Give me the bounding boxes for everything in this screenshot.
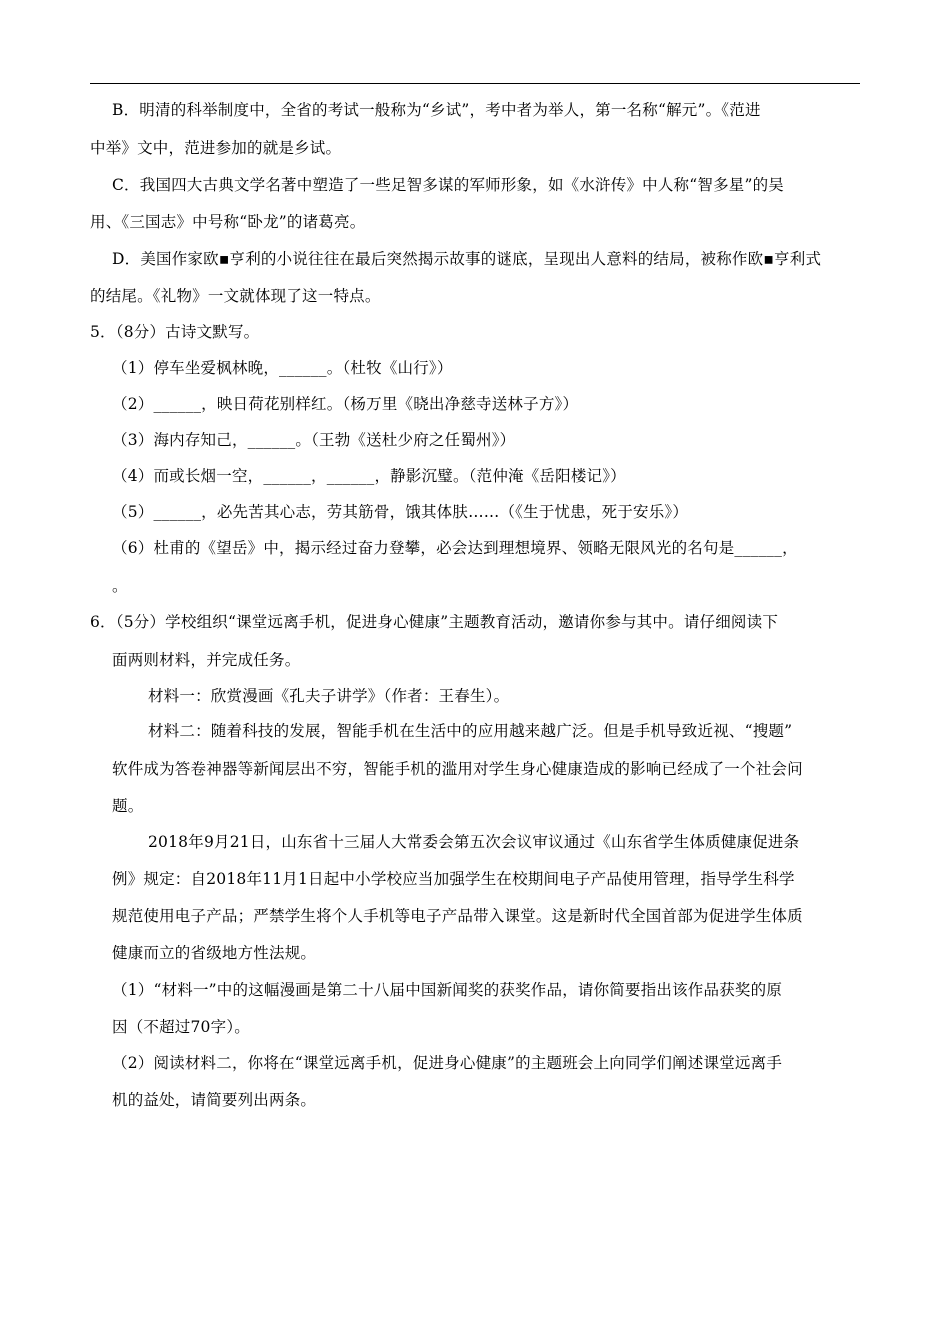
question-5-item-5: （5）______，必先苦其心志，劳其筋骨，饿其体肤……（《生于忧患，死于安乐》） [112,503,689,521]
question-5-item-2: （2）______，映日荷花别样红。（杨万里《晓出净慈寺送林子方》） [112,395,579,413]
question-6-task-1-line-2: 因（不超过70字）。 [112,1018,250,1036]
question-6-task-1-line-1: （1）“材料一”中的这幅漫画是第二十八届中国新闻奖的获奖作品，请你简要指出该作品获奖的原 [112,981,783,999]
option-c-line-2: 用、《三国志》中号称“卧龙”的诸葛亮。 [90,213,366,231]
header-rule [90,83,860,84]
option-d-line-1: D．美国作家欧▪亨利的小说往往在最后突然揭示故事的谜底，呈现出人意料的结局，被称作欧▪亨利式 [112,250,822,268]
material-two-line-3: 题。 [112,797,144,815]
material-two-paragraph-2-line-3: 规范使用电子产品；严禁学生将个人手机等电子产品带入课堂。这是新时代全国首部为促进学生体质 [112,907,803,925]
option-b-line-2: 中举》文中，范进参加的就是乡试。 [90,139,342,157]
question-6-task-2-line-2: 机的益处，请简要列出两条。 [112,1091,317,1109]
option-b-line-1: B．明清的科举制度中，全省的考试一般称为“乡试”，考中者为举人，第一名称“解元”。《范进 [112,101,761,119]
question-5-heading: 5．（8分）古诗文默写。 [90,323,260,341]
question-5-item-4: （4）而或长烟一空，______，______，静影沉璧。（范仲淹《岳阳楼记》） [112,467,626,485]
question-5-item-3: （3）海内存知己，______。（王勃《送杜少府之任蜀州》） [112,431,516,449]
material-two-line-1: 材料二：随着科技的发展，智能手机在生活中的应用越来越广泛。但是手机导致近视、“搜题” [148,722,793,740]
question-6-heading-line-1: 6．（5分）学校组织“课堂远离手机，促进身心健康”主题教育活动，邀请你参与其中。请仔细阅读下 [90,613,779,631]
question-5-item-1: （1）停车坐爱枫林晚，______。（杜牧《山行》） [112,359,453,377]
question-5-item-6-continuation: 。 [112,577,128,595]
material-one: 材料一：欣赏漫画《孔夫子讲学》（作者：王春生）。 [148,687,510,705]
question-6-task-2-line-1: （2）阅读材料二，你将在“课堂远离手机，促进身心健康”的主题班会上向同学们阐述课堂远离手 [112,1054,783,1072]
material-two-paragraph-2-line-2: 例》规定：自2018年11月1日起中小学校应当加强学生在校期间电子产品使用管理，指导学生科学 [112,870,795,888]
question-5-item-6: （6）杜甫的《望岳》中，揭示经过奋力登攀，必会达到理想境界、领略无限风光的名句是______， [112,539,798,557]
material-two-line-2: 软件成为答卷神器等新闻层出不穷，智能手机的滥用对学生身心健康造成的影响已经成了一个社会问 [112,760,803,778]
question-6-heading-line-2: 面两则材料，并完成任务。 [112,651,301,669]
option-d-line-2: 的结尾。《礼物》一文就体现了这一特点。 [90,287,381,305]
option-c-line-1: C．我国四大古典文学名著中塑造了一些足智多谋的军师形象，如《水浒传》中人称“智多星”的吴 [112,176,785,194]
material-two-paragraph-2-line-4: 健康而立的省级地方性法规。 [112,944,317,962]
material-two-paragraph-2-line-1: 2018年9月21日，山东省十三届人大常委会第五次会议审议通过《山东省学生体质健康促进条 [148,833,800,851]
